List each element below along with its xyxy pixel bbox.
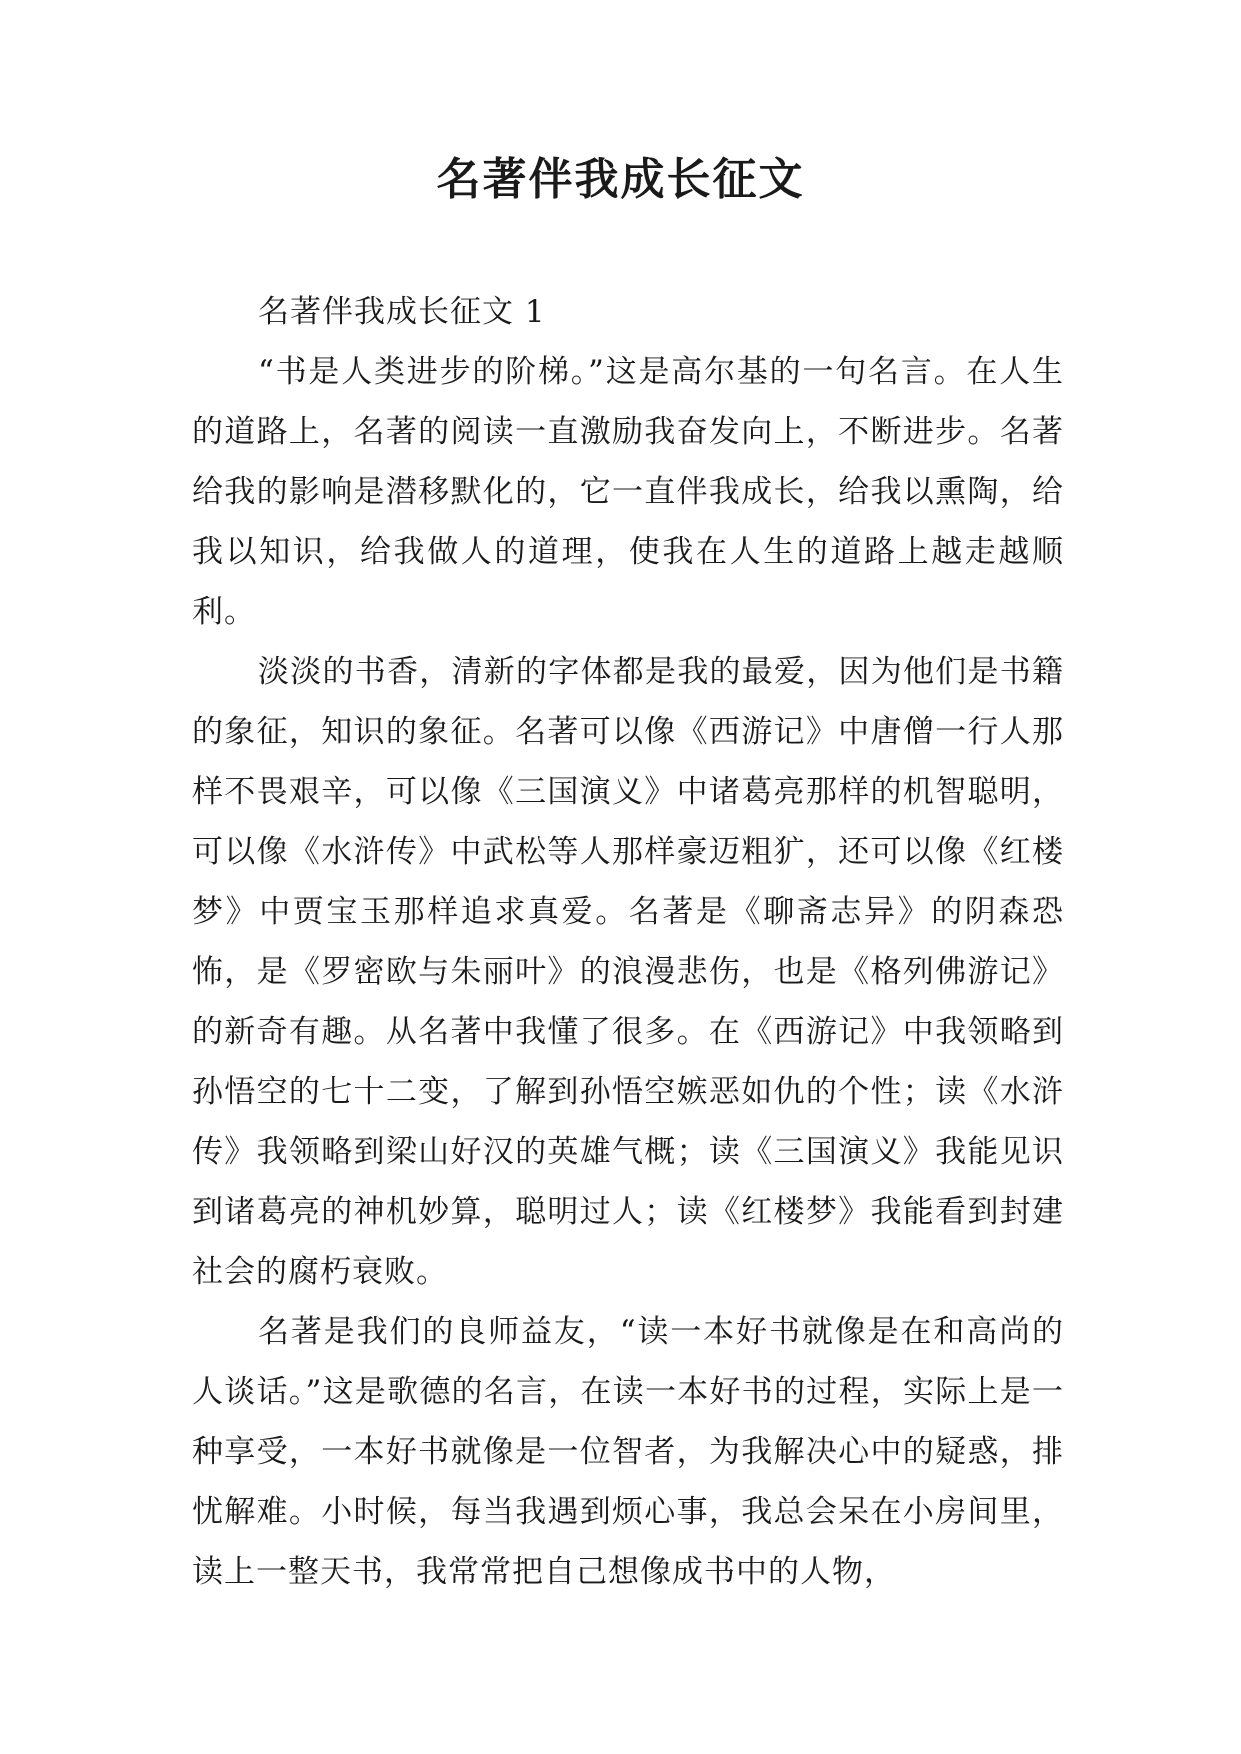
paragraph: 淡淡的书香，清新的字体都是我的最爱，因为他们是书籍的象征，知识的象征。名著可以像《西游记》中唐僧一行人那样不畏艰辛，可以像《三国演义》中诸葛亮那样的机智聪明，可以像《水浒传》中武松等人那样豪迈粗犷，还可以像《红楼梦》中贾宝玉那样追求真爱。名著是《聊斋志异》的阴森恐怖，是《罗密欧与朱丽叶》的浪漫悲伤，也是《格列佛游记》的新奇有趣。从名著中我懂了很多。在《西游记》中我领略到孙悟空的七十二变，了解到孙悟空嫉恶如仇的个性；读《水浒传》我领略到梁山好汉的英雄气概；读《三国演义》我能见识到诸葛亮的神机妙算，聪明过人；读《红楼梦》我能看到封建社会的腐朽衰败。 <box>192 654 1064 1290</box>
document-body <box>192 282 1064 1602</box>
section-heading: 名著伴我成长征文 1 <box>258 294 546 330</box>
paragraph: “书是人类进步的阶梯。”这是高尔基的一句名言。在人生的道路上，名著的阅读一直激励我奋发向上，不断进步。名著给我的影响是潜移默化的，它一直伴我成长，给我以熏陶，给我以知识，给我做人的道理，使我在人生的道路上越走越顺利。 <box>192 354 1064 630</box>
document-title: 名著伴我成长征文 <box>436 154 805 205</box>
paragraph: 名著是我们的良师益友，“读一本好书就像是在和高尚的人谈话。”这是歌德的名言，在读一本好书的过程，实际上是一种享受，一本好书就像是一位智者，为我解决心中的疑惑，排忧解难。小时候，每当我遇到烦心事，我总会呆在小房间里，读上一整天书，我常常把自己想像成书中的人物， <box>192 1314 1064 1590</box>
